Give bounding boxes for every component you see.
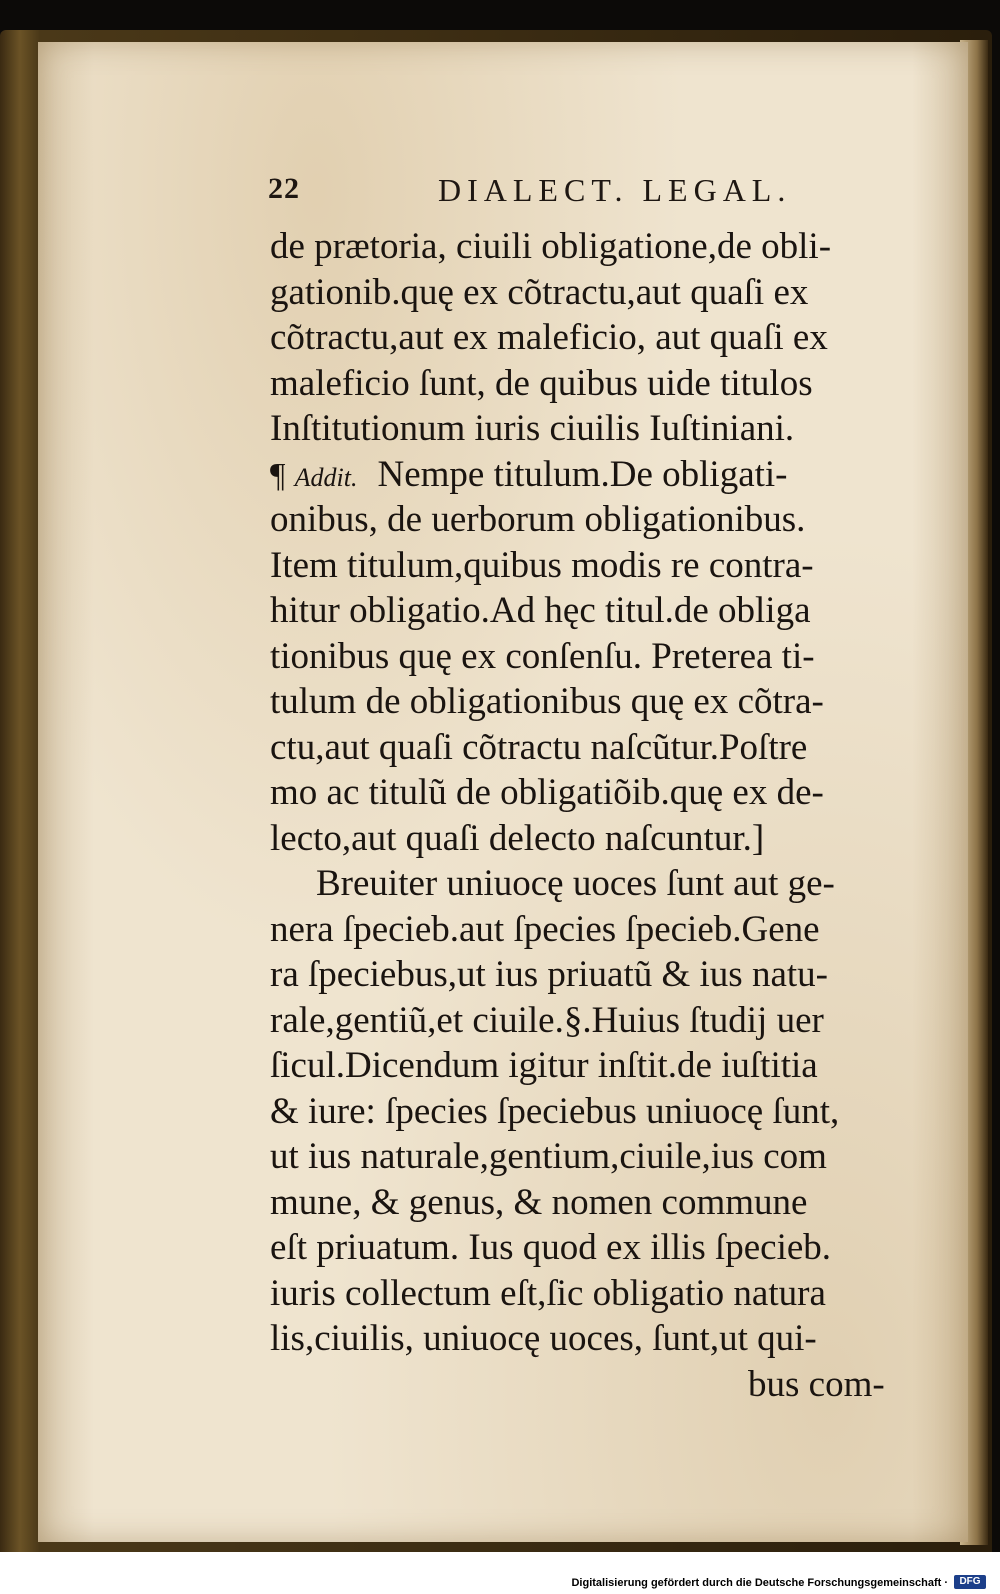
- dfg-logo: DFG: [954, 1575, 986, 1589]
- text-line: Item titulum,quibus modis re contra-: [270, 544, 814, 586]
- addit-line: [270, 452, 920, 498]
- text-line: & iure: ſpecies ſpeciebus uniuocę ſunt,: [270, 1090, 840, 1132]
- main-text: [270, 224, 920, 1407]
- addit-text: Nempe titulum.De obligati-: [377, 453, 788, 495]
- catchword: bus com-: [748, 1363, 885, 1405]
- text-line: ctu,aut quaſi cõtractu naſcũtur.Poſtre: [270, 726, 808, 768]
- text-line: Inſtitutionum iuris ciuilis Iuſtiniani.: [270, 408, 795, 449]
- text-line: rale,gentiũ,et ciuile.§.Huius ſtudij uer: [270, 999, 824, 1041]
- text-line: gationib.quę ex cõtractu,aut quaſi ex: [270, 271, 809, 313]
- running-head: [268, 172, 828, 212]
- text-line: ut ius naturale,gentium,ciuile,ius com: [270, 1136, 827, 1177]
- addit-label: Addit.: [294, 462, 358, 492]
- text-line: eſt priuatum. Ius quod ex illis ſpecieb.: [270, 1227, 832, 1268]
- digitization-credit: Digitalisierung gefördert durch die Deutsche Forschungsgemeinschaft ·: [571, 1577, 948, 1589]
- text-line: nera ſpecieb.aut ſpecies ſpecieb.Gene: [270, 908, 820, 950]
- pilcrow-mark: ¶: [270, 456, 286, 494]
- text-line: mune, & genus, & nomen commune: [270, 1181, 808, 1223]
- text-line: lis,ciuilis, uniuocę uoces, ſunt,ut qui-: [270, 1318, 817, 1359]
- text-line: maleficio ſunt, de quibus uide titulos: [270, 362, 813, 404]
- text-line: iuris collectum eſt,ſic obligatio natura: [270, 1272, 826, 1314]
- paragraph-start-line: Breuiter uniuocę uoces ſunt aut ge-: [316, 863, 835, 904]
- text-line: ra ſpeciebus,ut ius priuatũ & ius natu-: [270, 954, 828, 995]
- text-line: onibus, de uerborum obligationibus.: [270, 499, 806, 540]
- text-line: de prætoria, ciuili obligatione,de obli-: [270, 226, 832, 267]
- text-line: tulum de obligationibus quę ex cõtra-: [270, 681, 824, 722]
- running-title: DIALECT. LEGAL.: [438, 172, 792, 208]
- text-line: mo ac titulũ de obligatiõib.quę ex de-: [270, 772, 824, 813]
- text-line: hitur obligatio.Ad hęc titul.de obliga: [270, 590, 811, 631]
- text-line: cõtractu,aut ex maleficio, aut quaſi ex: [270, 317, 828, 358]
- text-line: lecto,aut quaſi delecto naſcuntur.]: [270, 817, 765, 859]
- text-line: tionibus quę ex conſenſu. Preterea ti-: [270, 635, 815, 677]
- page-number: 22: [268, 172, 300, 205]
- text-line: ſicul.Dicendum igitur inſtit.de iuſtitia: [270, 1045, 818, 1086]
